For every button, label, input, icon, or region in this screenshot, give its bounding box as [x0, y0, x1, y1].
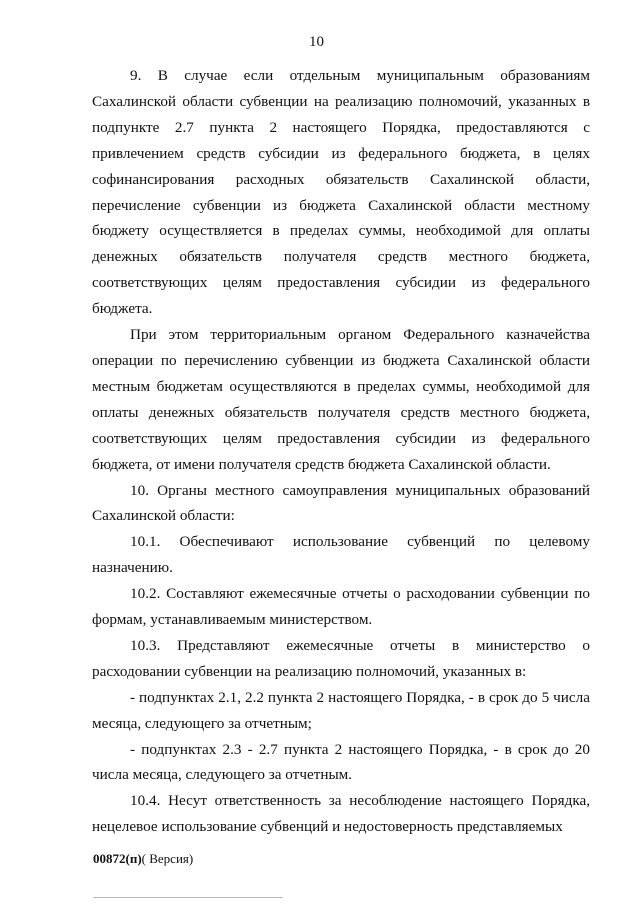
- list-item-deadline-5: - подпунктах 2.1, 2.2 пункта 2 настоящего Порядка, - в срок до 5 числа месяца, следующего за отчетным;: [92, 688, 590, 732]
- document-code: 00872(п): [93, 851, 142, 866]
- document-version: ( Версия): [141, 851, 194, 866]
- page-number: 10: [309, 34, 324, 50]
- document-body: [92, 63, 590, 840]
- list-item-deadline-20: - подпунктах 2.3 - 2.7 пункта 2 настоящего Порядка, - в срок до 20 числа месяца, следующего за отчетным.: [92, 740, 590, 784]
- paragraph-10-1: 10.1. Обеспечивают использование субвенций по целевому назначению.: [92, 533, 590, 577]
- document-footer: [93, 851, 193, 867]
- footer-divider: [93, 897, 283, 898]
- paragraph-10-3: 10.3. Представляют ежемесячные отчеты в министерство о расходовании субвенции на реализацию полномочий, указанных в:: [92, 636, 590, 680]
- paragraph-10-2: 10.2. Составляют ежемесячные отчеты о расходовании субвенции по формам, устанавливаемым министерством.: [92, 585, 590, 629]
- paragraph-treasury-note: При этом территориальным органом Федерального казначейства операции по перечислению субвенции из бюджета Сахалинской области местным бюджетам осуществляются в пределах суммы, необходимой для оплаты денежных обязательств получателя средств местного бюджета, соответствующих целям предоставления субсидии из федерального бюджета, от имени получателя средств бюджета Сахалинской области.: [92, 326, 590, 473]
- paragraph-9: 9. В случае если отдельным муниципальным образованиям Сахалинской области субвенции на реализацию полномочий, указанных в подпункте 2.7 пункта 2 настоящего Порядка, предоставляются с привлечением средств субсидии из федерального бюджета, в целях софинансирования расходных обязательств Сахалинской области, перечисление субвенции из бюджета Сахалинской области местному бюджету осуществляется в пределах суммы, необходимой для оплаты денежных обязательств получателя средств местного бюджета, соответствующих целям предоставления субсидии из федерального бюджета.: [92, 67, 590, 318]
- paragraph-10: 10. Органы местного самоуправления муниципальных образований Сахалинской области:: [92, 481, 590, 525]
- paragraph-10-4: 10.4. Несут ответственность за несоблюдение настоящего Порядка, нецелевое использование субвенций и недостоверность представляемых: [92, 792, 590, 836]
